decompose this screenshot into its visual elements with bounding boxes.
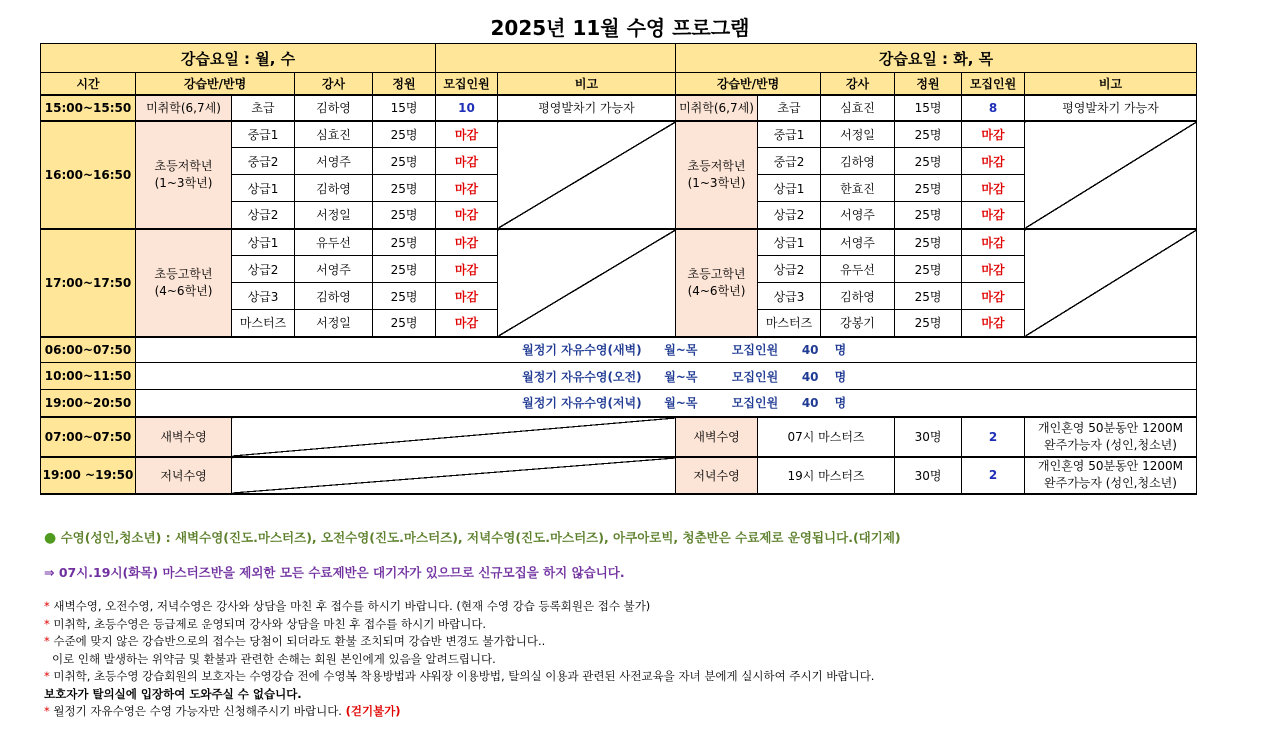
level-cell: 상급1: [758, 229, 821, 256]
recruit-count: 2: [962, 417, 1025, 457]
level-cell: 상급3: [758, 283, 821, 310]
level-cell: 중급2: [758, 148, 821, 175]
empty-cells-diagonal: [232, 457, 676, 494]
recruit-count: 10: [436, 95, 498, 121]
header-note-right: 비고: [1025, 73, 1197, 95]
teacher-cell: 서정일: [821, 121, 895, 148]
group-label-line: 초등저학년: [687, 158, 746, 173]
notice-item: [44, 668, 1244, 686]
free-swim-count: 40: [801, 343, 819, 358]
free-swim-days: 월~목: [664, 396, 698, 411]
notes-section: [44, 528, 1244, 721]
time-cell: 15:00~15:50: [41, 95, 136, 121]
time-cell: 16:00~16:50: [41, 121, 136, 229]
group-header-mon-wed: 강습요일 : 월, 수: [41, 44, 436, 73]
capacity-cell: 25명: [373, 148, 436, 175]
capacity-cell: 25명: [373, 175, 436, 202]
bullet-icon: ●: [44, 530, 57, 546]
header-capacity-left: 정원: [373, 73, 436, 95]
empty-note-diagonal: [1025, 121, 1197, 229]
level-cell: 상급1: [232, 175, 295, 202]
recruit-count: 8: [962, 95, 1025, 121]
capacity-cell: 25명: [895, 310, 962, 337]
header-note-left: 비고: [498, 73, 676, 95]
capacity-cell: 25명: [895, 148, 962, 175]
note-line: 완주가능자 (성인,청소년): [1044, 437, 1177, 452]
teacher-cell: 한효진: [821, 175, 895, 202]
group-label-line: (1~3학년): [154, 175, 213, 190]
notice-item: [44, 633, 1244, 651]
capacity-cell: 15명: [895, 95, 962, 121]
teacher-cell: 서정일: [295, 310, 373, 337]
free-swim-count: 40: [801, 396, 819, 411]
level-cell: 상급1: [758, 175, 821, 202]
header-time: 시간: [41, 73, 136, 95]
notice-text: 이로 인해 발생하는 위약금 및 환불과 관련한 손해는 회원 본인에게 있음을 알려드립니다.: [52, 651, 496, 666]
recruit-closed: 마감: [962, 256, 1025, 283]
recruit-closed: 마감: [962, 310, 1025, 337]
level-cell: 상급2: [232, 202, 295, 229]
empty-note-diagonal: [1025, 229, 1197, 337]
class-cell: 새벽수영: [676, 417, 758, 457]
notice-text: 월정기 자유수영은 수영 가능자만 신청해주시기 바랍니다.: [53, 704, 342, 718]
capacity-cell: 30명: [895, 417, 962, 457]
notice-item: [44, 616, 1244, 634]
class-cell: 저녁수영: [676, 457, 758, 494]
recruit-count: 2: [962, 457, 1025, 494]
level-cell: 마스터즈: [232, 310, 295, 337]
class-cell: 새벽수영: [136, 417, 232, 457]
note-line: 완주가능자 (성인,청소년): [1044, 476, 1177, 490]
header-class-right: 강습반/반명: [676, 73, 821, 95]
capacity-cell: 25명: [895, 283, 962, 310]
recruit-closed: 마감: [436, 148, 498, 175]
capacity-cell: 25명: [373, 121, 436, 148]
level-cell: 초급: [232, 95, 295, 121]
capacity-cell: 25명: [373, 256, 436, 283]
capacity-cell: 25명: [895, 121, 962, 148]
capacity-cell: 25명: [373, 283, 436, 310]
group-label-lower-grades: [676, 121, 758, 229]
notice-text: 미취학, 초등수영은 등급제로 운영되며 강사와 상담을 마친 후 접수를 하시기 바랍니다.: [53, 616, 487, 631]
header-teacher-right: 강사: [821, 73, 895, 95]
capacity-cell: 25명: [895, 175, 962, 202]
group-label-upper-grades: [676, 229, 758, 337]
free-swim-days: 월~목: [664, 343, 698, 358]
empty-note-diagonal: [498, 229, 676, 337]
header-teacher-left: 강사: [295, 73, 373, 95]
notice-list: [44, 598, 1244, 721]
teacher-cell: 서영주: [821, 202, 895, 229]
notice-item: [44, 703, 1244, 721]
level-cell: 07시 마스터즈: [758, 417, 895, 457]
teacher-cell: 서영주: [295, 148, 373, 175]
class-cell: 미취학(6,7세): [136, 95, 232, 121]
note-cell: [1025, 457, 1197, 494]
free-swim-label: 모집인원: [731, 369, 779, 384]
recruit-closed: 마감: [962, 175, 1025, 202]
level-cell: 초급: [758, 95, 821, 121]
free-swim-name: 월정기 자유수영(새벽): [522, 343, 642, 358]
time-cell: 19:00 ~19:50: [41, 457, 136, 494]
empty-cells-diagonal: [232, 417, 676, 457]
notice-green-text: 수영(성인,청소년) : 새벽수영(진도.마스터즈), 오전수영(진도.마스터즈), 저녁수영(진도.마스터즈), 아쿠아로빅, 청춘반은 수료제로 운영됩니다.(대기제): [60, 530, 901, 545]
free-swim-name: 월정기 자유수영(저녁): [522, 396, 642, 411]
level-cell: 상급1: [232, 229, 295, 256]
group-label-line: (4~6학년): [687, 283, 746, 298]
capacity-cell: 25명: [373, 310, 436, 337]
teacher-cell: 강봉기: [821, 310, 895, 337]
free-swim-row: [136, 390, 1197, 417]
capacity-cell: 15명: [373, 95, 436, 121]
level-cell: 상급2: [758, 256, 821, 283]
capacity-cell: 25명: [895, 202, 962, 229]
free-swim-row: [136, 363, 1197, 390]
recruit-closed: 마감: [436, 175, 498, 202]
group-label-line: 초등저학년: [154, 158, 213, 173]
level-cell: 중급2: [232, 148, 295, 175]
recruit-closed: 마감: [962, 229, 1025, 256]
notice-purple: ⇒ 07시.19시(화목) 마스터즈반을 제외한 모든 수료제반은 대기자가 있으므로 신규모집을 하지 않습니다.: [44, 565, 625, 580]
class-cell: 저녁수영: [136, 457, 232, 494]
recruit-closed: 마감: [962, 121, 1025, 148]
free-swim-name: 월정기 자유수영(오전): [522, 369, 642, 384]
note-cell: [1025, 417, 1197, 457]
recruit-closed: 마감: [436, 202, 498, 229]
group-header-spacer: [436, 44, 676, 73]
recruit-closed: 마감: [962, 283, 1025, 310]
teacher-cell: 서영주: [295, 256, 373, 283]
teacher-cell: 김하영: [821, 148, 895, 175]
teacher-cell: 서정일: [295, 202, 373, 229]
free-swim-label: 모집인원: [731, 343, 779, 358]
capacity-cell: 25명: [373, 202, 436, 229]
recruit-closed: 마감: [962, 148, 1025, 175]
time-cell: 06:00~07:50: [41, 337, 136, 363]
notice-item: [44, 651, 1244, 669]
header-recruit-left: 모집인원: [436, 73, 498, 95]
asterisk-icon: *: [44, 669, 50, 683]
teacher-cell: 김하영: [295, 95, 373, 121]
header-class-left: 강습반/반명: [136, 73, 295, 95]
recruit-closed: 마감: [436, 310, 498, 337]
note-cell: 평영발차기 가능자: [1025, 95, 1197, 121]
note-line: 개인혼영 50분동안 1200M: [1038, 420, 1183, 435]
free-swim-row: [136, 337, 1197, 363]
notice-item: [44, 686, 1244, 704]
header-recruit-right: 모집인원: [962, 73, 1025, 95]
recruit-closed: 마감: [436, 256, 498, 283]
free-swim-unit: 명: [834, 396, 847, 411]
time-cell: 10:00~11:50: [41, 363, 136, 390]
teacher-cell: 김하영: [295, 283, 373, 310]
page-title: 2025년 11월 수영 프로그램: [490, 16, 750, 40]
free-swim-unit: 명: [834, 343, 847, 358]
level-cell: 중급1: [232, 121, 295, 148]
free-swim-count: 40: [801, 369, 819, 384]
group-label-line: 초등고학년: [687, 266, 746, 281]
recruit-closed: 마감: [962, 202, 1025, 229]
notice-green: [44, 528, 1244, 546]
level-cell: 중급1: [758, 121, 821, 148]
teacher-cell: 김하영: [821, 283, 895, 310]
teacher-cell: 심효진: [821, 95, 895, 121]
group-label-line: (1~3학년): [687, 175, 746, 190]
level-cell: 상급2: [758, 202, 821, 229]
recruit-closed: 마감: [436, 283, 498, 310]
recruit-closed: 마감: [436, 229, 498, 256]
capacity-cell: 25명: [373, 229, 436, 256]
group-header-tue-thu: 강습요일 : 화, 목: [676, 44, 1197, 73]
teacher-cell: 유두선: [295, 229, 373, 256]
free-swim-unit: 명: [834, 369, 847, 384]
notice-text: 새벽수영, 오전수영, 저녁수영은 강사와 상담을 마친 후 접수를 하시기 바랍니다. (현재 수영 강습 등록회원은 접수 불가): [53, 599, 651, 613]
group-label-line: (4~6학년): [154, 283, 213, 298]
level-cell: 마스터즈: [758, 310, 821, 337]
free-swim-label: 모집인원: [731, 396, 779, 411]
teacher-cell: 김하영: [295, 175, 373, 202]
notice-text: 수준에 맞지 않은 강습반으로의 접수는 당첨이 되더라도 환불 조치되며 강습반 변경도 불가합니다..: [53, 634, 546, 648]
header-capacity-right: 정원: [895, 73, 962, 95]
teacher-cell: 서영주: [821, 229, 895, 256]
walking-not-allowed: (걷기불가): [345, 704, 401, 718]
asterisk-icon: *: [44, 616, 50, 631]
note-line: 개인혼영 50분동안 1200M: [1038, 459, 1183, 473]
asterisk-icon: *: [44, 704, 50, 718]
time-cell: 07:00~07:50: [41, 417, 136, 457]
asterisk-icon: *: [44, 634, 50, 648]
level-cell: 19시 마스터즈: [758, 457, 895, 494]
group-label-upper-grades: [136, 229, 232, 337]
time-cell: 19:00~20:50: [41, 390, 136, 417]
notice-text: 미취학, 초등수영 강습회원의 보호자는 수영강습 전에 수영복 착용방법과 샤워장 이용방법, 탈의실 이용과 관련된 사전교육을 자녀 분에게 실시하여 주시기 바랍니다.: [53, 669, 875, 683]
note-cell: 평영발차기 가능자: [498, 95, 676, 121]
group-label-lower-grades: [136, 121, 232, 229]
asterisk-icon: *: [44, 599, 50, 613]
capacity-cell: 30명: [895, 457, 962, 494]
time-cell: 17:00~17:50: [41, 229, 136, 337]
free-swim-days: 월~목: [664, 369, 698, 384]
empty-note-diagonal: [498, 121, 676, 229]
teacher-cell: 심효진: [295, 121, 373, 148]
schedule-table: [40, 43, 1197, 495]
class-cell: 미취학(6,7세): [676, 95, 758, 121]
notice-item: [44, 598, 1244, 616]
level-cell: 상급3: [232, 283, 295, 310]
teacher-cell: 유두선: [821, 256, 895, 283]
level-cell: 상급2: [232, 256, 295, 283]
capacity-cell: 25명: [895, 256, 962, 283]
group-label-line: 초등고학년: [154, 266, 213, 281]
capacity-cell: 25명: [895, 229, 962, 256]
notice-text: 보호자가 탈의실에 입장하여 도와주실 수 없습니다.: [44, 686, 302, 701]
recruit-closed: 마감: [436, 121, 498, 148]
